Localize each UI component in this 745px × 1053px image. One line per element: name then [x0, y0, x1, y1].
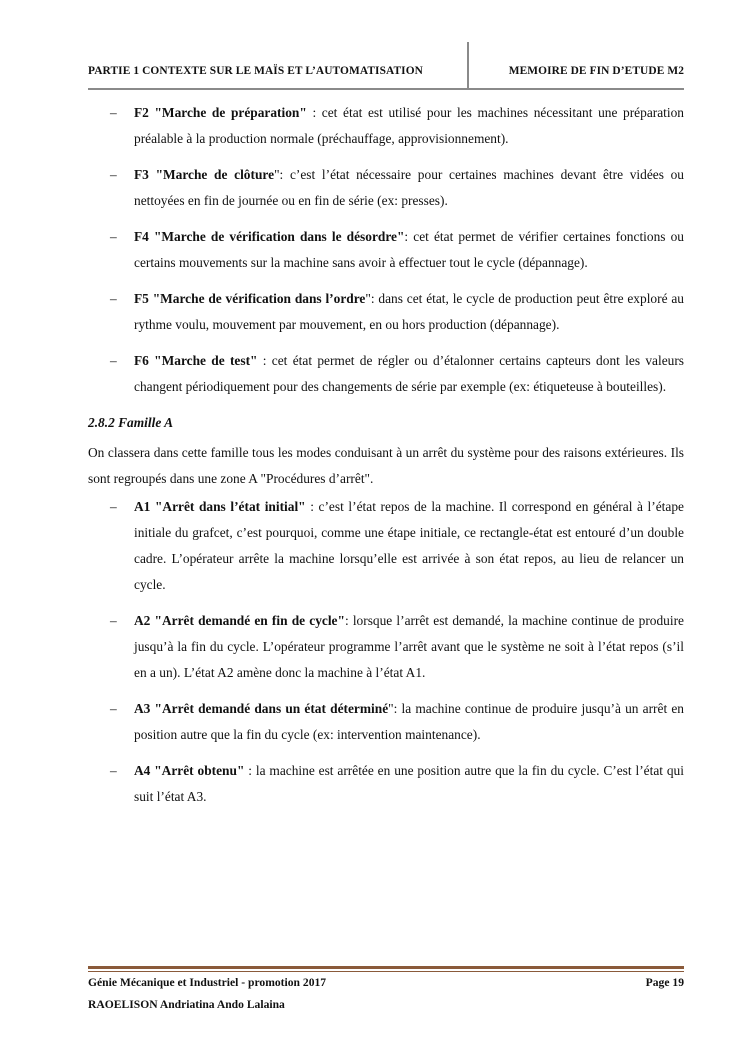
list-item-term: F5 "Marche de vérification dans l’ordre: [134, 291, 366, 306]
footer-rule-thick: [88, 966, 684, 969]
list-dash: –: [110, 291, 117, 306]
list-dash: –: [110, 701, 117, 716]
list-item-f3: [88, 162, 684, 214]
list-dash: –: [110, 353, 117, 368]
list-item-text: : cet état permet de régler ou d’étalonner certains capteurs dont les valeurs changent périodiquement pour des changements de série par exemple (ex: étiqueteuse à bouteilles).: [134, 353, 685, 394]
page-number: Page 19: [645, 976, 684, 989]
list-item-a2: [88, 608, 684, 686]
list-dash: –: [110, 763, 117, 778]
header-divider: [467, 42, 469, 90]
list-dash: –: [110, 613, 117, 628]
list-item-f5: [88, 286, 684, 338]
list-dash: –: [110, 167, 117, 182]
list-item-term: A1 "Arrêt dans l’état initial": [134, 499, 306, 514]
list-item-text: : c’est l’état repos de la machine. Il correspond en général à l’étape initiale du grafcet, c’est pourquoi, comme une étape initiale, ce rectangle-état est entouré d’un double cadre. L’opérateur arrête la machine lorsqu’elle est arrivée à son état repos, au lieu de relancer un cycle.: [134, 499, 684, 592]
section-heading: 2.8.2 Famille A: [88, 415, 174, 430]
list-item-term: A3 "Arrêt demandé dans un état déterminé: [134, 701, 389, 716]
header-document-title: MEMOIRE DE FIN D’ETUDE M2: [508, 65, 684, 77]
page-content: [88, 100, 684, 820]
list-item-a3: [88, 696, 684, 748]
list-item-term: F6 "Marche de test": [134, 353, 258, 368]
list-item-term: F3 "Marche de clôture: [134, 167, 275, 182]
header-rule: [88, 88, 684, 90]
list-item-a1: [88, 494, 684, 598]
list-item-a4: [88, 758, 684, 810]
page-footer: [88, 976, 684, 1011]
list-item-f2: [88, 100, 684, 152]
list-item-term: A4 "Arrêt obtenu": [134, 763, 245, 778]
list-item-text: : cet état est utilisé pour les machines nécessitant une préparation préalable à la production normale (préchauffage, approvisionnement).: [134, 105, 684, 146]
list-item-term: F2 "Marche de préparation": [134, 105, 307, 120]
list-item-f4: [88, 224, 684, 276]
list-item-text: : lorsque l’arrêt est demandé, la machine continue de produire jusqu’à la fin du cycle. L’opérateur programme l’arrêt avant que le système ne soit à l’état repos (s’il en a un). L’état A2 amène donc la machine à l’état A1.: [134, 613, 684, 680]
page-header: [88, 60, 684, 82]
section-intro-paragraph: On classera dans cette famille tous les modes conduisant à un arrêt du système pour des raisons extérieures. Ils sont regroupés dans une zone A "Procédures d’arrêt".: [88, 445, 684, 486]
footer-department: Génie Mécanique et Industriel - promotion 2017: [88, 976, 327, 989]
list-item-f6: [88, 348, 684, 400]
list-item-text: : la machine est arrêtée en une position autre que la fin du cycle. C’est l’état qui suit l’état A3.: [134, 763, 684, 804]
footer-author: RAOELISON Andriatina Ando Lalaina: [88, 998, 285, 1011]
footer-rule-thin: [88, 971, 684, 972]
list-item-term: A2 "Arrêt demandé en fin de cycle": [134, 613, 345, 628]
list-item-text: ": la machine continue de produire jusqu’à un arrêt en position autre que la fin du cycle (ex: intervention maintenance).: [134, 701, 684, 742]
list-item-text: : cet état permet de vérifier certaines fonctions ou certains mouvements sur la machine sans avoir à effectuer tout le cycle (dépannage).: [134, 229, 684, 270]
list-item-term: F4 "Marche de vérification dans le désordre": [134, 229, 405, 244]
header-chapter-title: PARTIE 1 CONTEXTE SUR LE MAÏS ET L’AUTOMATISATION: [88, 65, 424, 77]
list-item-text: ": c’est l’état nécessaire pour certaines machines devant être vidées ou nettoyées en fin de journée ou en fin de série (ex: presses).: [134, 167, 685, 208]
list-dash: –: [110, 499, 117, 514]
list-dash: –: [110, 105, 117, 120]
list-dash: –: [110, 229, 117, 244]
list-item-text: ": dans cet état, le cycle de production peut être exploré au rythme voulu, mouvement par mouvement, en ou hors production (dépannage).: [134, 291, 684, 332]
